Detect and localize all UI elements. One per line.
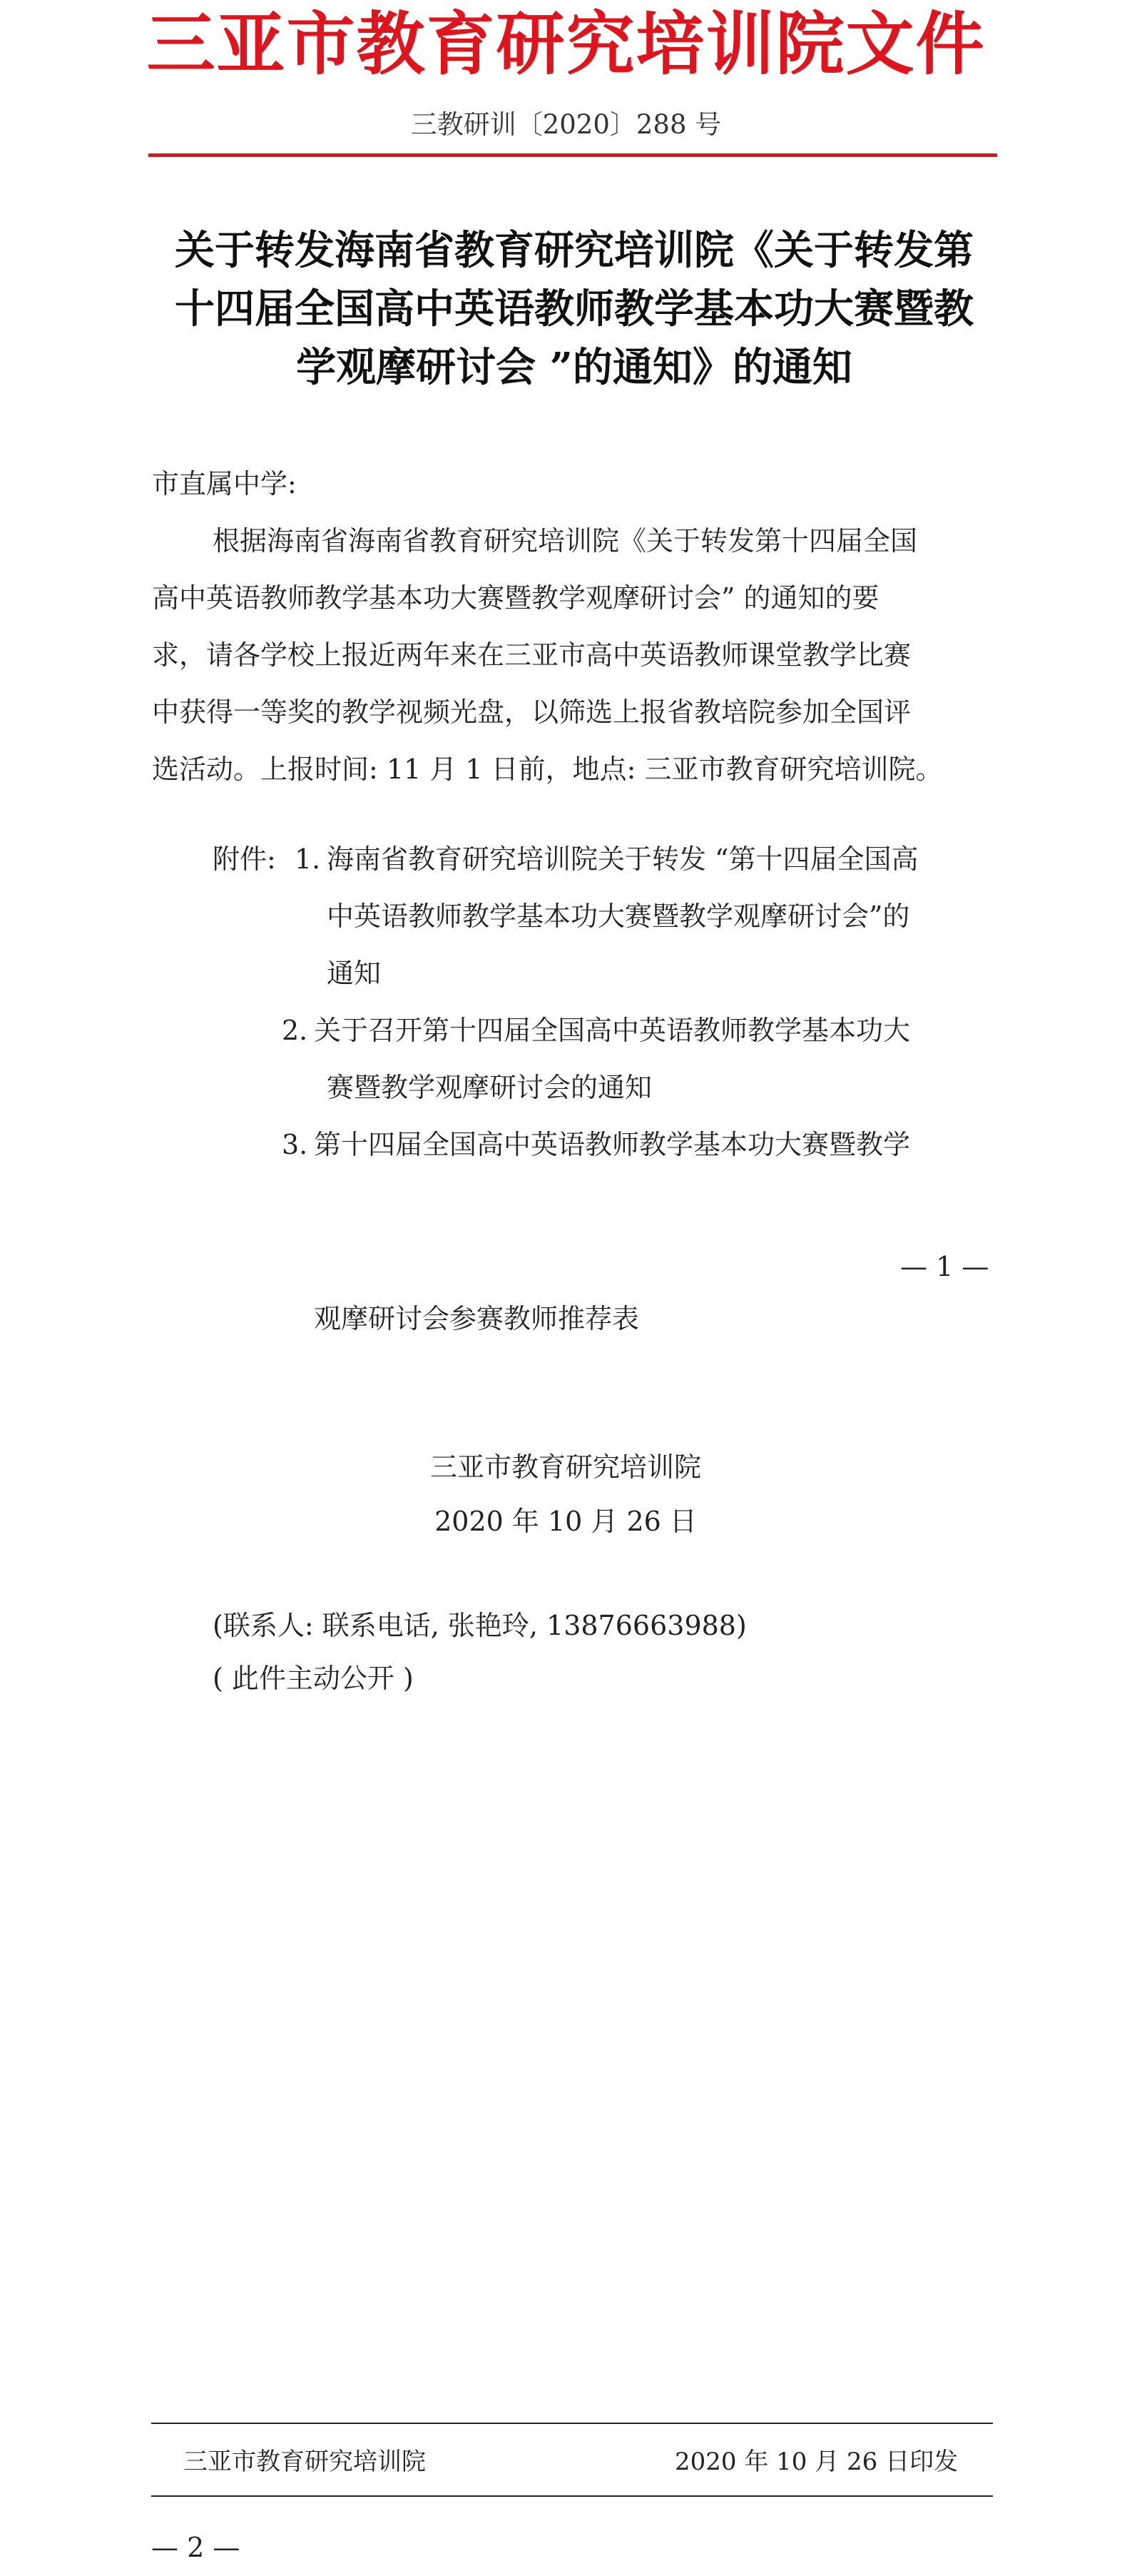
disclosure-note: ( 此件主动公开 )	[213, 1663, 414, 1694]
attachment-line: 观摩研讨会参赛教师推荐表	[314, 1303, 640, 1334]
notice-title-line: 十四届全国高中英语教师教学基本功大赛暨教	[175, 285, 974, 333]
body-line: 选活动。上报时间: 11 月 1 日前，地点: 三亚市教育研究培训院。	[152, 754, 943, 785]
body-line: 高中英语教师教学基本功大赛暨教学观摩研讨会” 的通知的要	[152, 582, 879, 614]
footer-bottom-rule	[151, 2495, 993, 2497]
attachment-line: 中英语教师教学基本功大赛暨教学观摩研讨会”的	[327, 901, 910, 932]
attachment-number: 2.	[282, 1015, 308, 1046]
attachment-line: 赛暨教学观摩研讨会的通知	[327, 1072, 653, 1103]
notice-title	[143, 221, 1006, 397]
footer-issuer: 三亚市教育研究培训院	[183, 2448, 426, 2476]
attachment-line: 第十四届全国高中英语教师教学基本功大赛暨教学	[314, 1129, 911, 1160]
body-line: 求，请各学校上报近两年来在三亚市高中英语教师课堂教学比赛	[152, 639, 912, 671]
footer-print-date: 2020 年 10 月 26 日印发	[675, 2448, 959, 2476]
notice-title-line: 关于转发海南省教育研究培训院《关于转发第	[175, 227, 974, 274]
signature-org: 三亚市教育研究培训院	[429, 1451, 701, 1483]
page-number: — 2 —	[151, 2532, 240, 2563]
attachment-line: 海南省教育研究培训院关于转发 “第十四届全国高	[327, 843, 919, 875]
attachments-label: 附件:	[213, 843, 276, 875]
attachment-line: 关于召开第十四届全国高中英语教师教学基本功大	[314, 1015, 911, 1046]
body-line: 根据海南省海南省教育研究培训院《关于转发第十四届全国	[213, 525, 918, 557]
header-red-rule	[148, 153, 997, 157]
document-header-title: 三亚市教育研究培训院文件	[146, 4, 986, 84]
page-number: — 1 —	[900, 1251, 989, 1282]
attachment-number: 3.	[282, 1129, 308, 1160]
signature-date: 2020 年 10 月 26 日	[434, 1506, 697, 1537]
document-number: 三教研训〔2020〕288 号	[410, 109, 722, 140]
salutation: 市直属中学:	[152, 468, 297, 500]
body-line: 中获得一等奖的教学视频光盘，以筛选上报省教培院参加全国评	[152, 696, 912, 728]
notice-title-line: 学观摩研讨会 ”的通知》的通知	[296, 344, 852, 391]
attachment-number: 1.	[295, 843, 321, 875]
attachment-line: 通知	[327, 958, 382, 989]
contact-info: (联系人: 联系电话, 张艳玲, 13876663988)	[213, 1610, 747, 1641]
footer-top-rule	[151, 2423, 993, 2424]
